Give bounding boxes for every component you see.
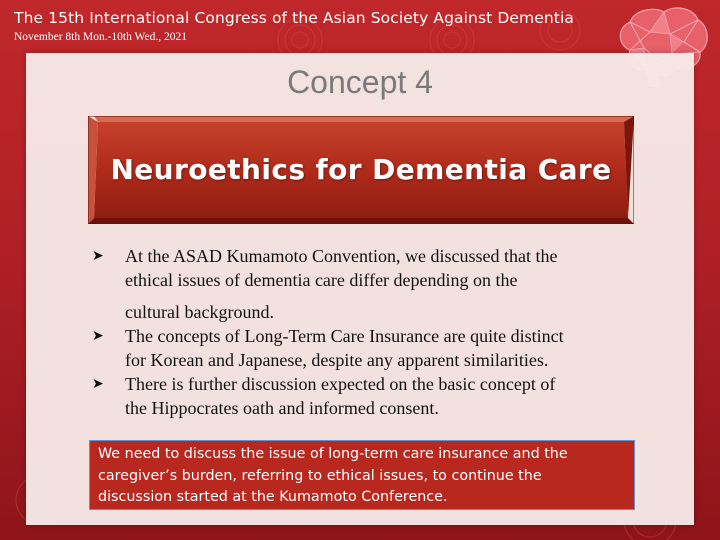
bullet-list	[92, 244, 632, 420]
note-line: We need to discuss the issue of long-term care insurance and the	[98, 446, 568, 462]
note-line: caregiver’s burden, referring to ethical issues, to continue the	[98, 467, 542, 484]
bullet-line: At the ASAD Kumamoto Convention, we discussed that the	[125, 246, 558, 266]
callout-note	[89, 440, 635, 510]
concept-label: Concept 4	[287, 64, 433, 100]
bullet-line: cultural background.	[125, 302, 274, 322]
bullet-line: the Hippocrates oath and informed consent.	[125, 398, 439, 418]
bullet-line: ethical issues of dementia care differ depending on the	[125, 270, 518, 290]
arrowhead-bullet-icon: ➤	[92, 376, 104, 392]
bullet-line: There is further discussion expected on the basic concept of	[125, 374, 556, 394]
congress-title: The 15th International Congress of the Asian Society Against Dementia	[14, 9, 574, 27]
list-item	[92, 244, 632, 324]
note-line: discussion started at the Kumamoto Conference.	[98, 489, 448, 505]
arrowhead-bullet-icon: ➤	[92, 248, 104, 264]
arrowhead-bullet-icon: ➤	[92, 328, 104, 344]
bullet-line: The concepts of Long-Term Care Insurance are quite distinct	[125, 326, 564, 346]
banner-title: Neuroethics for Dementia Care	[110, 153, 612, 186]
bullet-line: for Korean and Japanese, despite any apparent similarities.	[125, 350, 549, 370]
congress-dates: November 8th Mon.-10th Wed., 2021	[14, 31, 187, 43]
list-item	[92, 372, 632, 420]
list-item	[92, 324, 632, 372]
title-banner	[88, 116, 634, 224]
